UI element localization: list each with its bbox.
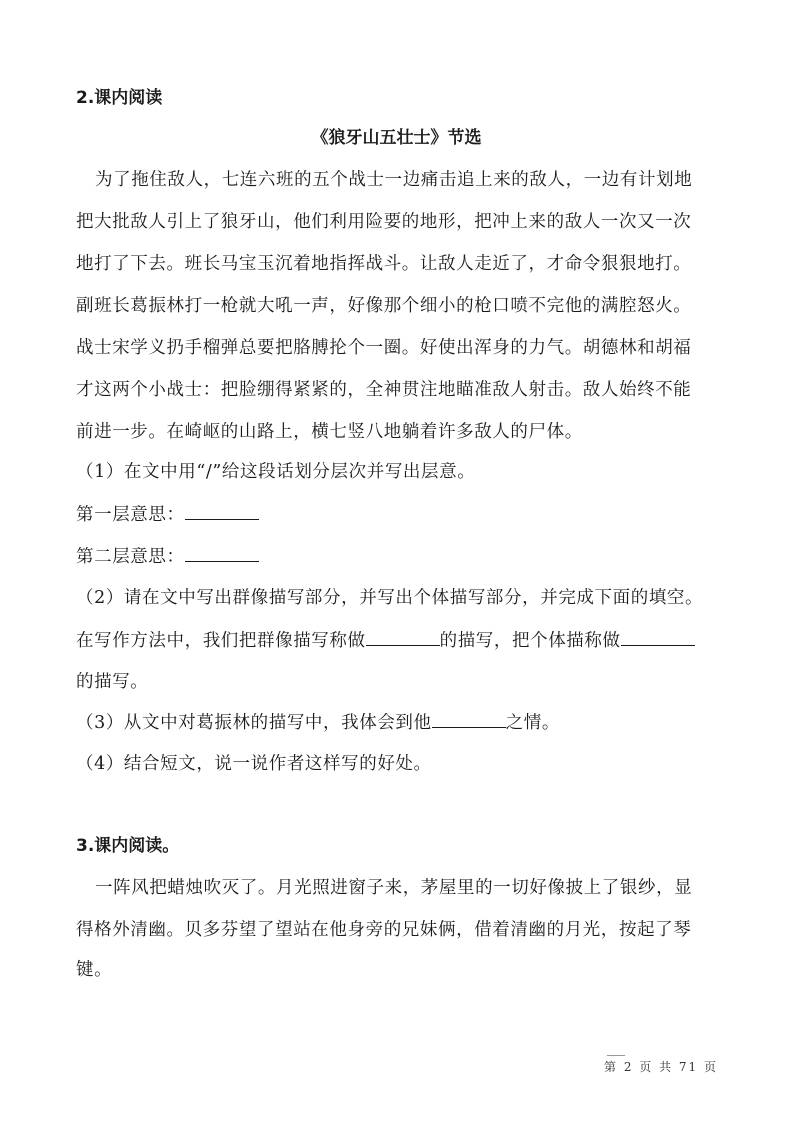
passage-line: 才这两个小战士：把脸绷得紧紧的，全神贯注地瞄准敌人射击。敌人始终不能 [76,380,692,400]
page-number: 第 2 页 共 71 页 [604,1060,718,1074]
passage-line: 把大批敌人引上了狼牙山，他们利用险要的地形，把冲上来的敌人一次又一次 [76,212,692,232]
question-1-layer-1 [76,502,259,527]
question-2: （2）请在文中写出群像描写部分，并写出个体描写部分，并完成下面的填空。 [76,588,704,608]
passage-line: 得格外清幽。贝多芬望了望站在他身旁的兄妹俩，借着清幽的月光，按起了琴 [76,920,692,940]
question-2-text: 的描写，把个体描称做 [439,631,621,651]
passage-line: 前进一步。在崎岖的山路上，横七竖八地躺着许多敌人的尸体。 [76,422,583,442]
passage-line: 副班长葛振林打一枪就大吼一声，好像那个细小的枪口喷不完他的满腔怒火。 [76,296,692,316]
question-3-text: 之情。 [505,713,560,733]
passage-line: 战士宋学义扔手榴弹总要把胳膊抡个一圈。好使出浑身的力气。胡德林和胡福 [76,338,692,358]
section-3-heading: 3.课内阅读。 [76,836,180,856]
layer-2-label: 第二层意思： [76,547,185,567]
answer-blank[interactable] [366,628,440,646]
question-4: （4）结合短文，说一说作者这样写的好处。 [76,754,432,774]
answer-blank[interactable] [432,710,506,728]
passage-line: 键。 [76,960,113,980]
passage-title: 《狼牙山五壮士》节选 [311,128,482,148]
answer-blank[interactable] [621,628,695,646]
footer-divider [607,1055,625,1056]
question-2-end: 的描写。 [76,672,149,692]
question-3 [76,710,560,735]
passage-line: 地打了下去。班长马宝玉沉着地指挥战斗。让敌人走近了，才命令狠狠地打。 [76,254,692,274]
question-1: （1）在文中用“/”给这段话划分层次并写出层意。 [76,462,476,482]
question-3-text: （3）从文中对葛振林的描写中，我体会到他 [76,713,432,733]
question-2-fill [76,628,695,653]
answer-blank[interactable] [185,502,259,520]
section-2-heading: 2.课内阅读 [76,88,163,108]
passage-line: 为了拖住敌人，七连六班的五个战士一边痛击追上来的敌人，一边有计划地 [95,170,693,190]
layer-1-label: 第一层意思： [76,505,185,525]
passage-line: 一阵风把蜡烛吹灭了。月光照进窗子来，茅屋里的一切好像披上了银纱，显 [95,878,693,898]
question-1-layer-2 [76,544,259,569]
question-2-text: 在写作方法中，我们把群像描写称做 [76,631,366,651]
answer-blank[interactable] [185,544,259,562]
